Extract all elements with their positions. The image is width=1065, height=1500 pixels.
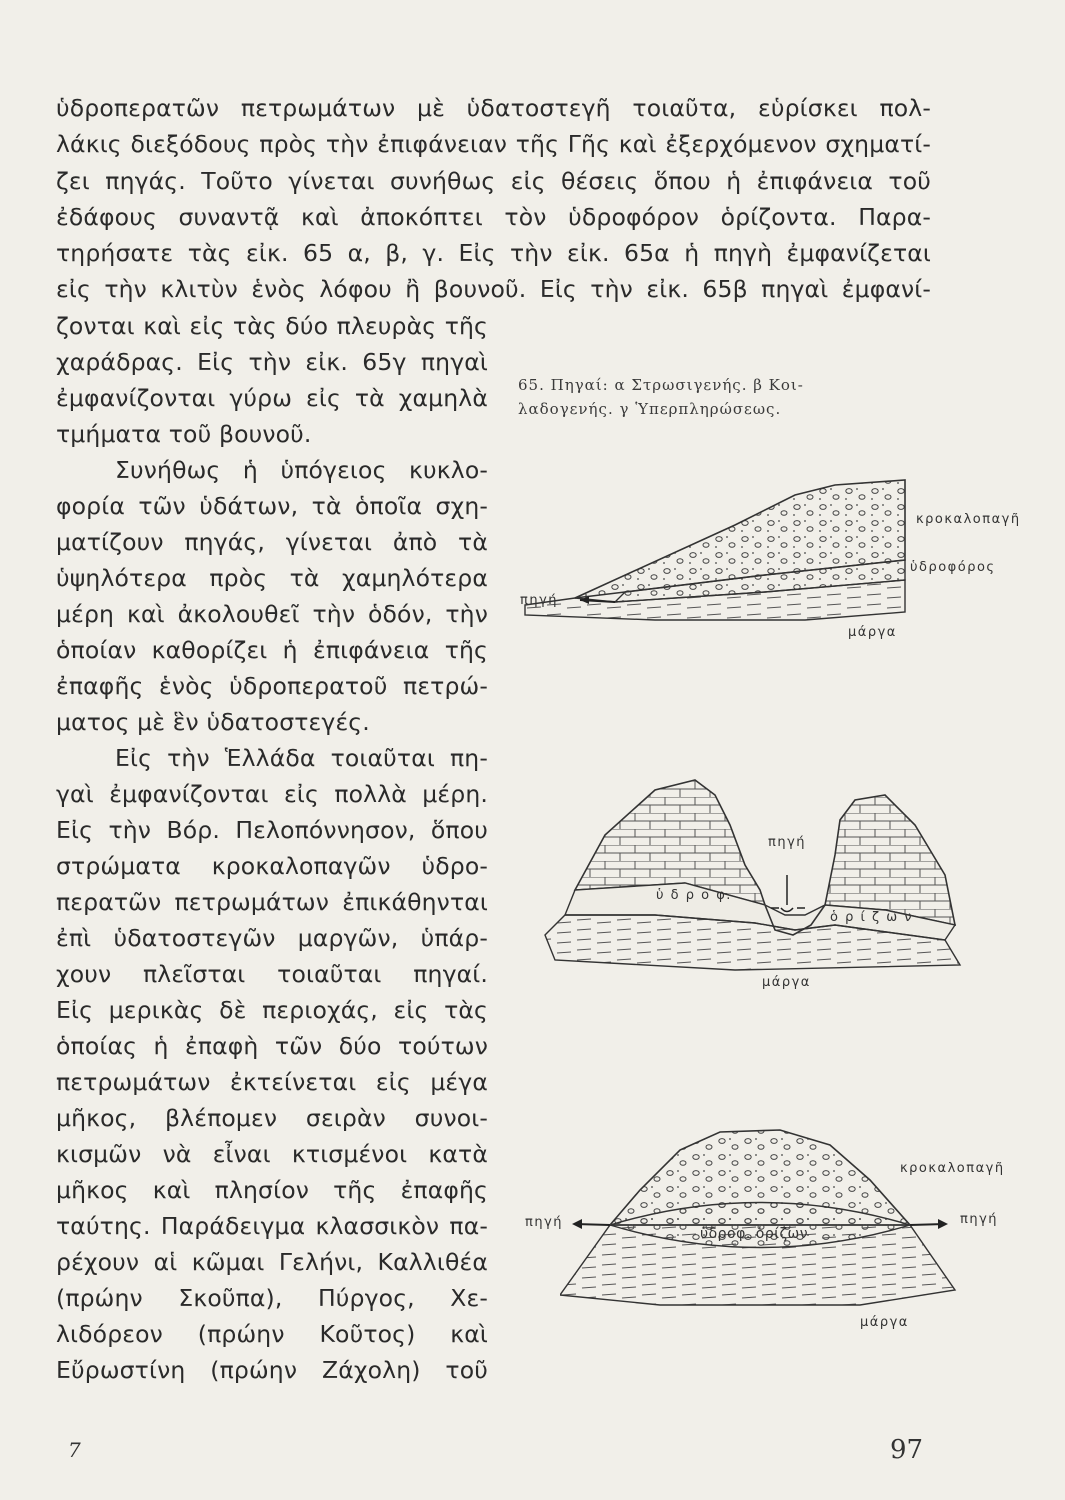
- text-line: φορία τῶν ὑδάτων, τὰ ὁποῖα σχη-: [56, 492, 488, 520]
- figure-caption-line: 65. Πηγαί: α Στρωσιγενής. β Κοι-: [518, 376, 804, 394]
- label-spring: πηγή: [520, 593, 558, 608]
- figure-65b-diagram: [535, 765, 965, 975]
- label-spring-right: πηγή: [960, 1212, 998, 1227]
- text-line: χουν πλεῖσται τοιαῦται πηγαί.: [56, 960, 488, 988]
- text-line: (πρώην Σκοῦπα), Πύργος, Χε-: [56, 1284, 488, 1312]
- text-line: τηρήσατε τὰς εἰκ. 65 α, β, γ. Εἰς τὴν εἰκ. 65α ἡ πηγὴ ἐμφανίζεται: [56, 239, 931, 267]
- text-line: ρέχουν αἱ κῶμαι Γελήνι, Καλλιθέα: [56, 1248, 488, 1276]
- text-line: ἐπαφῆς ἑνὸς ὑδροπερατοῦ πετρώ-: [56, 672, 488, 700]
- text-line: ταύτης. Παράδειγμα κλασσικὸν πα-: [56, 1212, 488, 1240]
- text-line: λιδόρεον (πρώην Κοῦτος) καὶ: [56, 1320, 488, 1348]
- label-aquifer: ὑ δ ρ ο φ.: [656, 888, 732, 903]
- label-horizon: ὑδροφ. ὁρίζων: [700, 1226, 809, 1242]
- text-line: κισμῶν νὰ εἶναι κτισμένοι κατὰ: [56, 1140, 488, 1168]
- text-line: ὁποίαν καθορίζει ἡ ἐπιφάνεια τῆς: [56, 636, 488, 664]
- label-marl: μάργα: [848, 625, 897, 640]
- text-line: ὑψηλότερα πρὸς τὰ χαμηλότερα: [56, 564, 488, 592]
- text-line: Εἰς τὴν Βόρ. Πελοπόννησον, ὅπου: [56, 816, 488, 844]
- label-marl: μάργα: [762, 975, 811, 990]
- label-conglomerate: κροκαλοπαγῆ: [900, 1161, 1005, 1176]
- text-line: χαράδρας. Εἰς τὴν εἰκ. 65γ πηγαὶ: [56, 348, 488, 376]
- text-line: γαὶ ἐμφανίζονται εἰς πολλὰ μέρη.: [56, 780, 488, 808]
- text-line: μέρη καὶ ἀκολουθεῖ τὴν ὁδόν, τὴν: [56, 600, 488, 628]
- text-line: τμήματα τοῦ βουνοῦ.: [56, 420, 312, 448]
- page-number: 97: [890, 1435, 924, 1465]
- figure-65c-diagram: [560, 1120, 960, 1310]
- text-line: ματίζουν πηγάς, γίνεται ἀπὸ τὰ: [56, 528, 488, 556]
- text-line: λάκις διεξόδους πρὸς τὴν ἐπιφάνειαν τῆς Γῆς καὶ ἐξερχόμενον σχηματί-: [56, 130, 931, 158]
- text-line: ζονται καὶ εἰς τὰς δύο πλευρὰς τῆς: [56, 312, 488, 340]
- label-marl: μάργα: [860, 1315, 909, 1330]
- label-aquifer: ὑδροφόρος: [910, 560, 996, 575]
- text-line: Εἰς μερικὰς δὲ περιοχάς, εἰς τὰς: [56, 996, 488, 1024]
- text-line: ἐμφανίζονται γύρω εἰς τὰ χαμηλὰ: [56, 384, 488, 412]
- label-conglomerate: κροκαλοπαγῆ: [916, 512, 1021, 527]
- text-line: ὑδροπερατῶν πετρωμάτων μὲ ὑδατοστεγῆ τοιαῦτα, εὑρίσκει πολ-: [56, 94, 931, 122]
- text-line: ὁποίας ἡ ἐπαφὴ τῶν δύο τούτων: [56, 1032, 488, 1060]
- text-line: μῆκος καὶ πλησίον τῆς ἐπαφῆς: [56, 1176, 488, 1204]
- text-line: ἐπὶ ὑδατοστεγῶν μαργῶν, ὑπάρ-: [56, 924, 488, 952]
- label-horizon: ὁ ρ ί ζ ω ν: [830, 910, 913, 925]
- paragraph-start: Εἰς τὴν Ἑλλάδα τοιαῦται πη-: [115, 744, 488, 772]
- label-spring: πηγή: [768, 835, 806, 850]
- text-line: μῆκος, βλέπομεν σειρὰν συνοι-: [56, 1104, 488, 1132]
- text-line: ματος μὲ ἓν ὑδατοστεγές.: [56, 708, 370, 736]
- figure-caption-line: λαδογενής. γ Ὑπερπληρώσεως.: [518, 400, 782, 418]
- label-spring-left: πηγή: [525, 1215, 563, 1230]
- text-line: ἐδάφους συναντᾷ καὶ ἀποκόπτει τὸν ὑδροφόρον ὁρίζοντα. Παρα-: [56, 203, 931, 231]
- signature-mark: 7: [68, 1438, 81, 1462]
- text-line: περατῶν πετρωμάτων ἐπικάθηνται: [56, 888, 488, 916]
- text-line: εἰς τὴν κλιτὺν ἑνὸς λόφου ἢ βουνοῦ. Εἰς τὴν εἰκ. 65β πηγαὶ ἐμφανί-: [56, 275, 931, 303]
- text-line: ζει πηγάς. Τοῦτο γίνεται συνήθως εἰς θέσεις ὅπου ἡ ἐπιφάνεια τοῦ: [56, 167, 931, 195]
- text-line: πετρωμάτων ἐκτείνεται εἰς μέγα: [56, 1068, 488, 1096]
- text-line: Εὔρωστίνη (πρώην Ζάχολη) τοῦ: [56, 1356, 488, 1384]
- text-line: στρώματα κροκαλοπαγῶν ὑδρο-: [56, 852, 488, 880]
- paragraph-start: Συνήθως ἡ ὑπόγειος κυκλο-: [115, 456, 488, 484]
